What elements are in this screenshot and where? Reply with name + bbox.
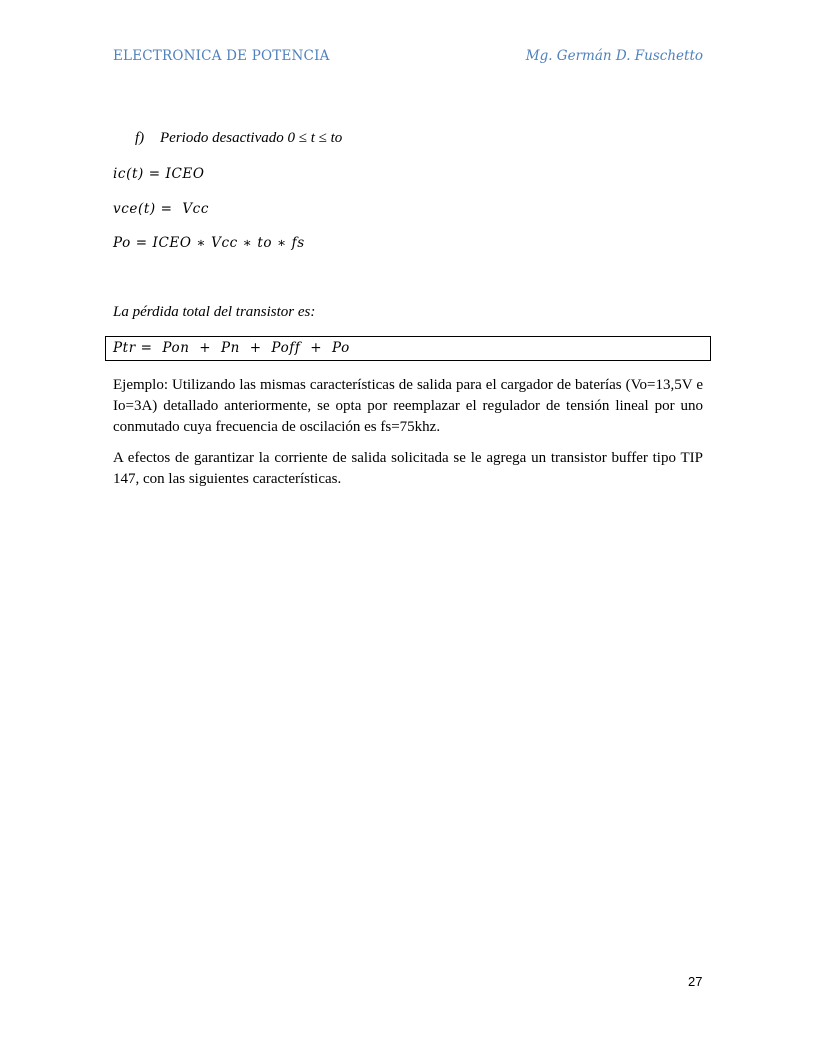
- header-author: Mg. Germán D. Fuschetto: [525, 48, 703, 64]
- header-course-title: ELECTRONICA DE POTENCIA: [113, 48, 330, 64]
- total-loss-box: [105, 336, 711, 361]
- buffer-paragraph: A efectos de garantizar la corriente de salida solicitada se le agrega un transistor buffer tipo TIP 147, con las siguientes características.: [113, 449, 703, 487]
- equation-total: Ptr = Pon + Pn + Poff + Po: [113, 339, 350, 356]
- equation-vce: vce(t) = Vcc: [113, 200, 209, 217]
- equation-po: Po = ICEO ∗ Vcc ∗ to ∗ fs: [113, 235, 305, 251]
- total-loss-intro: La pérdida total del transistor es:: [113, 303, 316, 320]
- page-header: [113, 48, 703, 68]
- equation-ic: ic(t) = ICEO: [113, 166, 205, 182]
- spacer: [113, 268, 703, 302]
- page-content: [113, 128, 703, 500]
- example-paragraph: Ejemplo: Utilizando las mismas características de salida para el cargador de baterías (Vo=13,5V e Io=3A) detallado anteriormente, se opta por reemplazar el regulador de tensión lineal por uno conmutado cuya frecuencia de oscilación es fs=75khz.: [113, 376, 703, 435]
- subsection-title: Periodo desactivado 0 ≤ t ≤ to: [160, 130, 343, 146]
- subsection-marker: f): [135, 130, 145, 146]
- subsection-heading: [135, 128, 703, 148]
- page-number: 27: [688, 974, 703, 989]
